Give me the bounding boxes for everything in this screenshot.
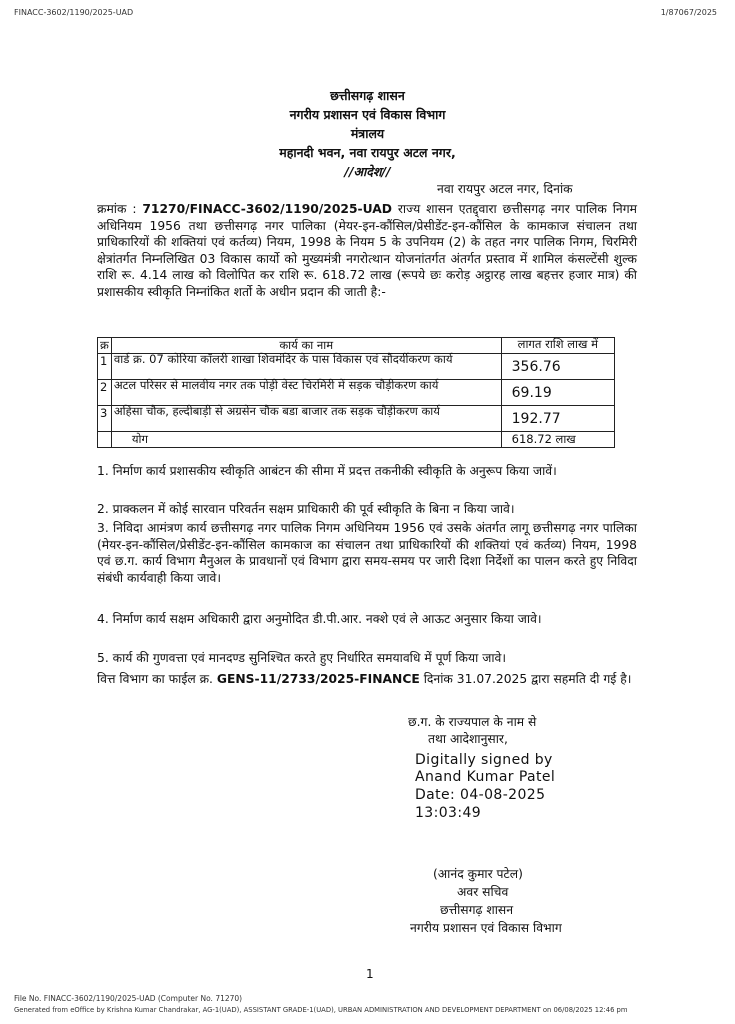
header-department: नगरीय प्रशासन एवं विकास विभाग bbox=[289, 107, 446, 122]
total-label: योग bbox=[111, 432, 501, 448]
total-sn-cell bbox=[98, 432, 112, 448]
signatory-department: नगरीय प्रशासन एवं विकास विभाग bbox=[410, 921, 562, 935]
condition-2: 2. प्राक्कलन में कोई सारवान परिवर्तन सक्षम प्राधिकारी की पूर्व स्वीकृति के बिना न किया जावे। bbox=[97, 502, 515, 516]
table-row bbox=[98, 354, 615, 380]
place-date: नवा रायपुर अटल नगर, दिनांक bbox=[437, 182, 573, 196]
row-sn: 1 bbox=[98, 354, 112, 380]
page-reference: 1/87067/2025 bbox=[660, 8, 717, 17]
header-government: छत्तीसगढ़ शासन bbox=[330, 88, 405, 103]
total-value: 618.72 लाख bbox=[501, 432, 614, 448]
order-body: राज्य शासन एतद्द्वारा छत्तीसगढ़ नगर पालिक निगम अधिनियम 1956 तथा छत्तीसगढ़ नगर पालिका (मेयर-इन-कौंसिल/प्रेसीडेंट-इन-कौंसिल के कामकाज संचालन तथा प्राधिकारियों की शक्तियां एवं कर्तव्य) नियम, 1998 के नियम 5 के उपनियम (2) के तहत नगर पालिक निगम, चिरमिरी क्षेत्रांतर्गत निम्नलिखित 03 विकास कार्यो को मुख्यमंत्री नगरोत्थान योजनांतर्गत अंतर्गत प्रस्ताव में शामिल कंसल्टेंसी शुल्क राशि रू. 4.14 लाख को विलोपित कर राशि रू. 618.72 लाख (रूपये छः करोड़ अट्ठारह लाख बहत्तर हजार मात्र) की प्रशासकीय स्वीकृति निम्नांकित शर्तो के अधीन प्रदान की जाती है:- bbox=[97, 202, 637, 299]
order-intro bbox=[97, 201, 637, 301]
signatory-government: छत्तीसगढ़ शासन bbox=[440, 903, 514, 917]
condition-5: 5. कार्य की गुणवत्ता एवं मानदण्ड सुनिश्चित करते हुए निर्धारित समयावधि में पूर्ण किया जावे। bbox=[97, 651, 507, 665]
digital-signature-line-2: Anand Kumar Patel bbox=[415, 769, 556, 785]
condition-1: 1. निर्माण कार्य प्रशासकीय स्वीकृति आबंटन की सीमा में प्रदत्त तकनीकी स्वीकृति के अनुरूप किया जावें। bbox=[97, 464, 557, 478]
page-number: 1 bbox=[366, 967, 374, 981]
condition-4: 4. निर्माण कार्य सक्षम अधिकारी द्वारा अनुमोदित डी.पी.आर. नक्शे एवं ले आऊट अनुसार किया जावे। bbox=[97, 612, 542, 626]
order-prefix: क्रमांक : bbox=[97, 202, 137, 216]
row-cost: 69.19 bbox=[501, 380, 614, 406]
row-cost: 356.76 bbox=[501, 354, 614, 380]
footer-file-number: File No. FINACC-3602/1190/2025-UAD (Computer No. 71270) bbox=[14, 994, 243, 1003]
table-total-row bbox=[98, 432, 615, 448]
header-address: महानदी भवन, नवा रायपुर अटल नगर, bbox=[279, 145, 456, 160]
file-reference: FINACC-3602/1190/2025-UAD bbox=[14, 8, 134, 17]
row-work: अटल परिसर से मालवीय नगर तक पोड़ी वेस्ट चिरमिरी में सड़क चौड़ीकरण कार्य bbox=[111, 380, 501, 406]
digital-signature-line-4: 13:03:49 bbox=[415, 805, 482, 821]
header-cost: लागत राशि लाख में bbox=[501, 338, 614, 354]
row-cost: 192.77 bbox=[501, 406, 614, 432]
header-sn: क्र bbox=[98, 338, 112, 354]
row-sn: 2 bbox=[98, 380, 112, 406]
header-order-title: //आदेश// bbox=[344, 164, 391, 179]
order-number: 71270/FINACC-3602/1190/2025-UAD bbox=[142, 202, 392, 216]
row-sn: 3 bbox=[98, 406, 112, 432]
finance-file-number: GENS-11/2733/2025-FINANCE bbox=[216, 672, 420, 686]
header-ministry: मंत्रालय bbox=[350, 126, 385, 141]
digital-signature-line-3: Date: 04-08-2025 bbox=[415, 787, 546, 803]
table-row bbox=[98, 380, 615, 406]
works-table bbox=[97, 337, 615, 448]
finance-suffix: दिनांक 31.07.2025 द्वारा सहमति दी गई है। bbox=[419, 672, 632, 686]
finance-consent bbox=[97, 671, 637, 688]
governor-line-1: छ.ग. के राज्यपाल के नाम से bbox=[408, 715, 537, 729]
header-work: कार्य का नाम bbox=[111, 338, 501, 354]
signatory-name: (आनंद कुमार पटेल) bbox=[433, 867, 523, 881]
finance-prefix: वित्त विभाग का फाईल क्र. bbox=[97, 672, 213, 686]
digital-signature-line-1: Digitally signed by bbox=[415, 752, 553, 768]
table-row bbox=[98, 406, 615, 432]
signatory-designation: अवर सचिव bbox=[457, 885, 509, 899]
row-work: वार्ड क्र. 07 कोरिया कॉलरी शाखा शिवमंदिर के पास विकास एवं सौंदर्यीकरण कार्य bbox=[111, 354, 501, 380]
condition-3: 3. निविदा आमंत्रण कार्य छत्तीसगढ़ नगर पालिक निगम अधिनियम 1956 एवं उसके अंतर्गत लागू छत्तीसगढ़ नगर पालिका (मेयर-इन-कौंसिल/प्रेसीडेंट-इन-कौंसिल कामकाज का संचालन तथा प्राधिकारियों की शक्तियां एवं कर्तव्य) नियम, 1998 एवं छ.ग. कार्य विभाग मैनुअल के प्रावधानों एवं विभाग द्वारा समय-समय पर जारी दिशा निर्देशों का पालन करते हुए निविदा संबंधी कार्यवाही किया जावे। bbox=[97, 521, 637, 585]
footer-generated-note: Generated from eOffice by Krishna Kumar Chandrakar, AG-1(UAD), ASSISTANT GRADE-1(UAD), URBAN ADMINISTRATION AND DEVELOPMENT DEPARTMENT on 06/08/2025 12:46 pm bbox=[14, 1006, 628, 1014]
governor-line-2: तथा आदेशानुसार, bbox=[428, 732, 508, 746]
row-work: अहिंसा चौक, हल्दीबाड़ी से अग्रसेन चौक बडा बाजार तक सड़क चौड़ीकरण कार्य bbox=[111, 406, 501, 432]
